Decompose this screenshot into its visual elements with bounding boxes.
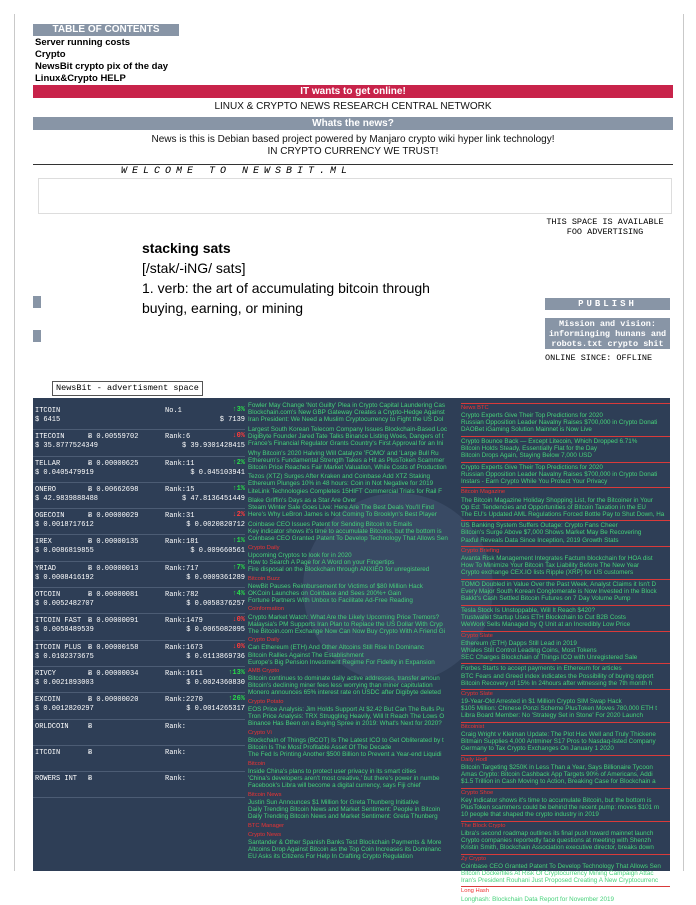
news-source: Crypto Slate [461,632,493,639]
news-block [248,761,458,789]
news-headline-link[interactable]: SEC Charges Blockchain of Things ICO with Unregistered Sale [461,653,638,661]
coin-btc-price: Ƀ 0.00000625 [88,459,139,468]
news-headline-link[interactable]: Bitcoin Targeting $250K in Less Than a Year, Says Billionaire Tycoon [461,764,653,772]
coin-rank: No.1 [165,407,182,415]
news-headline-link[interactable]: 19-Year-Old Arrested in $1 Million Crypto SIM Swap Hack [461,698,622,706]
news-block [461,821,670,851]
news-headline-link[interactable]: Bitcoin Is The Most Profitable Asset Of The Decade [248,744,392,752]
coin-usd-price: $ 0.0113869736 [186,652,245,661]
news-block [461,436,670,459]
news-divider [461,579,670,580]
news-headline-link[interactable]: LiteLink Technologies Completes 15HIFT Commercial Trials for Rail F [248,487,442,495]
coin-change: ↑7% [232,563,245,572]
news-headline-link[interactable]: Longhash: Blockchain Data Report for November 2019 [461,895,614,903]
news-headline-link[interactable]: The Bitcoin Magazine Holiday Shopping List, for the Bitcoiner in Your [461,496,653,504]
news-headline-link[interactable]: Amas Crypto: Bitcoin Cashback App Targets 90% of Americans, Addi [461,771,653,779]
news-headline-link[interactable]: Tron Price Analysis: TRX Struggling Heavily, Will It Reach The Lows O [248,713,445,721]
coin-btc-price: Ƀ 0.00000081 [88,591,139,600]
news-headline-link[interactable]: Tezos (XTZ) Surges After Kraken and Coinbase Add XTZ Staking [248,473,430,481]
news-headline-link[interactable]: Crypto Bounce Back — Except Litecoin, Which Dropped 6.71% [461,437,638,445]
coin-rank: Rank:11 [165,459,195,468]
coin-change: ↑2% [232,458,245,467]
news-headline-link[interactable]: Bitcoin's declining miner fees less worrying than miner capitulation [248,682,433,690]
news-headline-link[interactable]: TOMO Doubled in Value Over the Past Week, Analyst Claims it Isn't D [461,580,657,588]
news-headline-link[interactable]: Santander & Other Spanish Banks Test Blockchain Payments & More [248,839,442,847]
news-divider [461,689,670,690]
coin-row[interactable] [33,562,245,588]
news-headline-link[interactable]: Russian Opposition Leader Navalny Raises $700,000 in Crypto Donati [461,470,658,478]
coin-btc-price: Ƀ 0.00000091 [88,617,139,626]
news-headline-link[interactable]: Coinbase CEO Issues Patent for Sending Bitcoin to Emails [248,520,413,528]
page-right-border [683,14,684,871]
coin-btc-price: Ƀ [88,748,93,757]
news-block [461,403,670,433]
coin-btc-price: Ƀ 0.00000135 [88,538,139,547]
news-headline-link[interactable]: Bitcoin Holds Steady, Essentially Flat for the Day [461,444,598,452]
news-headline-link[interactable]: Inside China's plans to protect user privacy in its smart cities [248,767,417,775]
news-headline-link[interactable]: Trustwallet Startup Uses ETH Blockchain to Cut B2B Costs [461,613,626,621]
news-headline-link[interactable]: OKCoin Launches on Coinbase and Sees 200%+ Gain [248,589,402,597]
news-headline-link[interactable]: PlusToken scammers could be behind the recent pump: moves $101 m [461,804,660,811]
news-source: Daily Hodl [461,756,488,763]
news-block [248,730,458,758]
coin-btc-price: Ƀ 0.00000013 [88,564,139,573]
news-headline-link[interactable]: Crypto Experts Give Their Top Predictions for 2020 [461,412,603,420]
news-headline-link[interactable]: Bitcoin continues to dominate daily active addresses, transfer amoun [248,675,440,683]
news-source: Crypto Shoe [461,789,494,796]
news-headline-link[interactable]: Crypto Experts Give Their Top Predictions for 2020 [461,463,603,471]
coin-row[interactable] [33,588,245,614]
news-source: The Block Crypto [461,822,506,829]
toc-links [35,37,168,85]
news-headline-link[interactable]: 10 people that shaped the crypto industry in 2019 [461,811,599,819]
news-headline-link[interactable]: Bitcoin Drops Again, Staying Below 7,000 USD [461,452,592,460]
news-headline-link[interactable]: $105 Million: Chinese Ponzi Scheme PlusToken Moves 780,000 ETH t [461,705,658,713]
news-source: Crypto News [248,832,282,839]
news-headline-link[interactable]: Can Ethereum (ETH) And Other Altcoins Still Rise In Dominanc [248,644,425,652]
news-source: Bitcoin Magazine [461,489,506,496]
advertisment-label: NewsBit - advertisment space [52,381,203,396]
news-headline-link[interactable]: Bakkt's Cash Settled Bitcoin Futures on 7 Day Volume Pump [461,595,631,603]
coin-rank: Rank:717 [165,564,199,573]
coin-btc-price: Ƀ 0.00000029 [88,512,139,521]
coin-row[interactable] [33,535,245,561]
news-headline-link[interactable]: Coinbase CEO Granted Patent To Develop Technology That Allows Sen [248,535,448,543]
coin-name: ORLDCOIN [35,722,69,731]
coin-change: ↑13% [228,668,245,677]
news-source: Bitcoin News [248,791,282,798]
coin-price: $ 0.0086819855 [35,547,94,556]
news-headline-link[interactable]: How to Search A Page for A Word on your Fingertips [248,558,395,566]
coin-btc-price: Ƀ 0.00000034 [88,669,139,678]
news-headline-link[interactable]: Bitmain Supplies 4,000 Antminer S17 Pros to Nasdaq-listed Company [461,738,656,746]
coin-price: $ 0.0405479919 [35,468,94,477]
coin-rank: Rank: [165,775,187,784]
news-headline-link[interactable]: Craig Wright v Kleiman Update: The Plot Has Well and Truly Thickene [461,731,656,739]
news-headline-link[interactable]: Daily Trending Bitcoin News and Market Sentiment: Greta Thunberg [248,812,438,820]
news-headline-link[interactable]: WeWork Sells Managed by Q Unit at an Incredibly Low Price [461,620,631,628]
news-headline-link[interactable]: Steam Winter Sale Goes Live: Here Are The Best Deals You'll Find [248,504,434,512]
news-source: Bitcoinist [461,724,485,731]
news-feed-left [248,402,458,863]
news-divider [461,821,670,822]
coin-price: $ 6415 [35,416,61,424]
coin-price: $ 0.0058489539 [35,626,94,635]
news-headline-link[interactable]: Bitcoin Recovery of 15% In 24hours after witnessing the 7th month h [461,679,653,687]
coin-btc-price: Ƀ 0.00000020 [88,696,139,705]
news-headline-link[interactable]: Crypto Market Watch: What Are the Likely Upcoming Price Tremors? [248,613,440,621]
publish-button[interactable]: PUBLISH [545,298,670,310]
news-headline-link[interactable]: Ethereum (ETH) Dapps Still Lead in 2019 [461,639,577,647]
coin-rank: Rank: [165,722,187,731]
news-headline-link[interactable]: How To Minimize Your Bitcoin Tax Liability Before The New Year [461,562,640,570]
news-block [461,788,670,818]
news-headline-link[interactable]: Blockchain.com's New GBP Gateway Creates a Crypto-Hedge Against [248,409,445,417]
coin-price: $ 0.0018717612 [35,521,94,530]
news-headline-link[interactable]: EU Asks its Citizens For Help In Crafting Crypto Regulation [248,853,413,861]
toc-link-help[interactable]: Linux&Crypto HELP [35,73,126,84]
side-marker-2 [33,330,41,342]
coin-btc-price: Ƀ [88,775,93,784]
coin-change: ↑26% [228,695,245,704]
news-headline-link[interactable]: Altcoins Drop Against Bitcoin as the Top Coin Increases its Dominanc [248,846,442,854]
coin-name: RIVCY [35,669,57,678]
coin-change: ↓0% [232,616,245,625]
news-headline-link[interactable]: Ethereum Plunges 10% in 48 hours: Coin in Not Negative for 2019 [248,480,434,488]
news-block [461,462,670,485]
coin-row[interactable] [33,509,245,535]
news-block [248,576,458,604]
coin-name: ITCOIN PLUS [35,643,82,652]
news-block [248,832,458,860]
news-block [461,722,670,752]
coin-rank: Rank:1611 [165,669,203,678]
coin-rank: Rank:31 [165,512,195,521]
welcome-marquee: WELCOME TO NEWSBIT.ML [33,164,673,178]
news-headline-link[interactable]: Facebook's Libra will become a digital currency, says Fiji chief [248,782,421,790]
news-source: Crypto Daily [248,637,280,644]
definition-title: stacking sats [142,240,231,256]
news-block [461,520,670,543]
toc-link-crypto[interactable]: Crypto [35,49,66,60]
coin-ticker-list [33,404,245,798]
news-headline-link[interactable]: Malaysia's PM Supports Iran Plan to Replace the US Dollar With Cryp [248,620,443,628]
news-divider [461,755,670,756]
news-feed-right [461,402,670,905]
news-headline-link[interactable]: Bitcoin Price Reaches Fair Market Valuation, While Costs of Production [248,463,447,471]
coin-rank: Rank:1479 [165,617,203,626]
news-headline-link[interactable]: Bitcoin's Surge Above $7,000 Shows Market May Be Recovering [461,529,642,537]
coin-change: ↑4% [232,590,245,599]
news-headline-link[interactable]: Why Bitcoin's 2020 Halving Will Catalyze 'FOMO' and 'Large Bull Ru [248,449,439,457]
coin-row[interactable] [33,693,245,719]
news-divider [461,886,670,887]
news-headline-link[interactable]: The Fed Is Printing Another $500 Billion to Prevent a Year-end Liquidi [248,751,442,759]
news-headline-link[interactable]: Kristin Smith, Blockchain Association executive director, breaks down [461,843,654,851]
news-source: Crypto Daily [248,544,280,551]
news-headline-link[interactable]: Libra's second roadmap outlines its final push toward mainnet launch [461,829,654,837]
news-block [248,637,458,665]
coin-name: YRIAD [35,564,57,573]
coin-usd-price: $ 7139 [219,416,245,424]
news-divider [461,487,670,488]
news-divider [461,631,670,632]
coin-price: $ 0.0008416192 [35,573,94,582]
news-block [461,546,670,576]
coin-rank: Rank:1673 [165,643,203,652]
top-ad-box [38,178,672,214]
coin-usd-price: $ 0.0020820712 [186,521,245,530]
news-source: News BTC [461,405,489,411]
news-headline-link[interactable]: Justin Sun Announces $1 Million for Greta Thunberg Initiative [248,798,419,806]
coin-name: ONERO [35,485,57,494]
coin-change: ↓0% [232,432,245,441]
news-headline-link[interactable]: The Bitcoin.com Exchange Now Can Now Buy Crypto With A Friend Gi [248,627,446,635]
news-headline-link[interactable]: DAOBet iGaming Solution Mainnet is Now Live [461,426,592,434]
news-headline-link[interactable]: DigiByte Founder Jared Tate Talks Binance Listing Woes, Dangers of t [248,432,444,440]
news-headline-link[interactable]: Daily Trending Bitcoin News and Market Sentiment: People in Bitcoin [248,805,441,813]
project-description: News is this is Debian based project powered by Manjaro crypto wiki hyper link technology! [151,134,555,145]
news-headline-link[interactable]: Whales Still Control Leading Coins, Most Tokens [461,646,597,654]
ad-space-notice: THIS SPACE IS AVAILABLE FOO ADVERTISING [546,217,664,237]
coin-row[interactable] [33,641,245,667]
toc-link-server-costs[interactable]: Server running costs [35,37,131,48]
news-divider [461,788,670,789]
coin-change: ↓0% [232,642,245,651]
motto: IN CRYPTO CURRENCY WE TRUST! [267,146,439,157]
news-headline-link[interactable]: BTC Fears and Greed index indicates the Possibility of buying opport [461,672,654,680]
coin-name: OTCOIN [35,591,61,600]
news-headline-link[interactable]: Blockchain of Things (BCOT) Is The Latest ICO to Get Obliterated by t [248,737,444,745]
coin-price: $ 0.0021893003 [35,678,94,687]
news-headline-link[interactable]: US Banking System Suffers Outage: Crypto Fans Cheer [461,522,618,530]
news-headline-link[interactable]: The EU's Updated AML Regulations Forced Bottle Pay to Shut Down, Ha [461,510,665,518]
coin-usd-price: $ 0.0009361289 [186,573,245,582]
coin-usd-price: $ 0.0014265317 [186,705,245,714]
news-divider [461,722,670,723]
news-headline-link[interactable]: Blake Griffin's Days as a Star Are Over [248,497,357,505]
news-headline-link[interactable]: NewBit Pauses Reimbursement for Victims of $80 Million Hack [248,582,423,590]
news-headline-link[interactable]: Instars - Earn Crypto While You Protect Your Privacy [461,477,608,485]
coin-row[interactable] [33,404,245,430]
side-marker-1 [33,296,41,308]
news-headline-link[interactable]: Key indicator shows it's time to accumulate Bitcoins, but the bottom is [248,528,442,535]
whats-news-header: Whats the news? [33,117,673,130]
news-headline-link[interactable]: Fortune Partners With Unbox to Facilitate Ad-Free Reading [248,596,413,604]
coin-name: TELLAR [35,459,61,468]
news-divider [461,663,670,664]
news-headline-link[interactable]: Bitcoin Rallies Against The Establishment [248,651,364,659]
news-headline-link[interactable]: 'China's developers aren't most creative,' but there's power in numbe [248,775,440,782]
news-headline-link[interactable]: Paxful Reveals Data Since Inception, 2019 Growth Stats [461,536,619,544]
news-headline-link[interactable]: Avanta Risk Management Integrates Factum blockchain for HOA dist [461,555,653,563]
news-source: BTC Manager [248,822,285,829]
news-source: Zy Crypto [461,855,487,862]
news-headline-link[interactable]: EOS Price Analysis: Jim Holds Support At $2.42 But Can The Bulls Pu [248,706,444,714]
news-block [248,606,458,634]
coin-usd-price: $ 0.0065082095 [186,626,245,635]
coin-change: ↑3% [232,406,245,414]
news-headline-link[interactable]: Bitcoin Dockerfiles At Risk Of Cryptocurrency Mining Campaign Attac [461,869,654,877]
definition-line-2: buying, earning, or mining [142,300,304,316]
news-block [461,579,670,602]
coin-name: ITCOIN FAST [35,617,82,626]
news-block [248,545,458,573]
news-headline-link[interactable]: Ethereum's Fundamental Strength Takes a Hit as PlusToken Scammer [248,456,445,464]
news-block [461,605,670,628]
news-source: Bitcoin Buzz [248,575,280,582]
coin-usd-price: $ 0.0024360830 [186,678,245,687]
news-headline-link[interactable]: Fowler May Change 'Not Guilty' Plea in Crypto Capital Laundering Cas [248,402,446,409]
news-block [461,631,670,661]
news-headline-link[interactable]: Tesla Stock Is Unstoppable, Will It Reach $420? [461,606,596,614]
news-source: Coinformation [248,606,285,613]
news-headline-link[interactable]: Crypto companies reportedly face questions at meeting with Shenzh [461,836,652,844]
news-divider [461,403,670,404]
news-block [461,663,670,686]
toc-header: TABLE OF CONTENTS [33,24,179,36]
news-block [248,521,458,542]
news-block [461,886,670,902]
news-headline-link[interactable]: $1.5 Trillion in Cash Moving to Action, Breaking Case for Blockchain a [461,778,656,786]
page-left-border [14,14,15,871]
news-block [248,497,458,518]
coin-usd-price: $ 39.9301428415 [181,442,245,451]
coin-name: ROWERS INT [35,775,78,784]
coin-rank: Rank:2270 [165,696,203,705]
coin-price: $ 0.0102373675 [35,652,94,661]
news-block [461,487,670,517]
coin-rank: Rank:181 [165,538,199,547]
news-headline-link[interactable]: Europe's Big Pension Investment Regime For Fidelity in Expansion [248,658,435,666]
news-block [248,426,458,447]
coin-row[interactable] [33,614,245,640]
news-headline-link[interactable]: Here's Why LeBron James is Not Coming To Brooklyn's Best Player [248,511,437,519]
coin-usd-price: $ 0.0058376257 [186,600,245,609]
news-source: AMB Crypto [248,668,280,675]
news-source: Crypto Vi [248,729,272,736]
coin-row[interactable] [33,720,245,746]
news-headline-link[interactable]: Monero announces 65% interest rate on USDC after Digibyte deleted [248,689,441,697]
network-title: LINUX & CRYPTO NEWS RESEARCH CENTRAL NETWORK [214,101,492,112]
news-block [248,792,458,820]
news-headline-link[interactable]: Iran's President Rouhani Just Proposed Creating A New Cryptocurrenc [461,876,659,884]
coin-name: ITECOIN [35,433,65,442]
coin-row[interactable] [33,667,245,693]
coin-usd-price: $ 47.8136451449 [181,494,245,503]
coin-rank: Rank:6 [165,433,191,442]
news-headline-link[interactable]: Libra Board Member: No 'Strategy Set in Stone' For 2020 Launch [461,712,643,720]
news-block [461,755,670,785]
news-divider [461,520,670,521]
definition-line-1: 1. verb: the art of accumulating bitcoin through [142,280,430,296]
news-block [461,689,670,719]
coin-price: $ 0.0012820297 [35,705,94,714]
news-headline-link[interactable]: Fire disposal on the Blockchain through ANXIEO for unregistered [248,565,430,573]
news-headline-link[interactable]: Binance Has Been on a Buying Spree in 2019: What's Next for 2020? [248,720,442,728]
mission-box: Mission and vision: informinging hunans and robots.txt crypto shit [545,318,670,349]
news-block [248,823,458,830]
coin-price: $ 35.8777524349 [35,442,99,451]
news-headline-link[interactable]: Germany to Tax Crypto Exchanges On January 1 2020 [461,745,614,753]
news-divider [461,605,670,606]
news-headline-link[interactable]: Largest South Korean Telecom Company Issues Blockchain-Based Loc [248,425,448,433]
news-divider [461,462,670,463]
news-headline-link[interactable]: Crypto exchange CEX.IO lists Ripple (XRP) for US customers [461,569,634,577]
coin-name: ITCOIN [35,407,61,415]
definition-block [142,238,430,318]
toc-link-pix-of-day[interactable]: NewsBit crypto pix of the day [35,61,169,72]
crypto-dashboard [33,398,670,903]
coin-btc-price: Ƀ 0.00000158 [88,643,139,652]
coin-btc-price: Ƀ 0.00559702 [88,433,139,442]
coin-btc-price: Ƀ [88,722,93,731]
coin-row[interactable] [33,457,245,483]
news-headline-link[interactable]: Forbes Starts to accept payments in Ethereum for articles [461,665,622,673]
news-source: Crypto Potato [248,699,284,706]
coin-name: EXCOIN [35,696,61,705]
coin-row[interactable] [33,746,245,772]
news-headline-link[interactable]: Key indicator shows it's time to accumulate Bitcoin, but the bottom is [461,796,652,804]
news-source: Crypto Briefing [461,548,500,555]
news-headline-link[interactable]: Op Ed: Tendencies and Opportunities of Bitcoin Taxation in the EU [461,503,646,511]
news-headline-link[interactable]: Russian Opposition Leader Navalny Raises $700,000 in Crypto Donati [461,419,658,427]
news-block [248,473,458,494]
news-divider [461,854,670,855]
news-headline-link[interactable]: France's Financial Regulator Grants Country's First Approval for an Ini [248,439,444,447]
coin-rank: Rank: [165,748,187,757]
news-headline-link[interactable]: Coinbase CEO Granted Patent To Develop Technology That Allows Sen [461,862,661,870]
coin-row[interactable] [33,772,245,798]
coin-price: $ 42.9839888488 [35,494,99,503]
online-since: ONLINE SINCE: OFFLINE [545,353,653,363]
coin-btc-price: Ƀ 0.00662698 [88,485,139,494]
news-source: Long Hash [461,888,490,895]
news-headline-link[interactable]: Upcoming Cryptos to look for in 2020 [248,551,352,559]
news-block [248,668,458,696]
coin-price: $ 0.0052482707 [35,600,94,609]
news-headline-link[interactable]: Iran President: We Need a Muslim Cryptocurrency to Fight the US Dol [248,416,444,424]
news-headline-link[interactable]: Every Major South Korean Conglomerate is Now Invested in the Block [461,588,657,596]
news-block [461,854,670,884]
coin-name: IREX [35,538,52,547]
coin-row[interactable] [33,430,245,456]
news-block [248,402,458,423]
coin-rank: Rank:782 [165,591,199,600]
coin-name: OGECOIN [35,512,65,521]
coin-usd-price: $ 0.009660561 [190,547,245,556]
coin-change: ↓2% [232,511,245,520]
news-block [248,450,458,471]
coin-name: ITCOIN [35,748,61,757]
coin-row[interactable] [33,483,245,509]
coin-change: ↑1% [232,484,245,493]
news-source: Crypto Slate [461,691,493,698]
coin-change: ↑1% [232,537,245,546]
news-block [248,699,458,727]
online-banner: IT wants to get online! [33,85,673,98]
coin-usd-price: $ 0.045103941 [190,468,245,477]
news-divider [461,546,670,547]
definition-phonetic: [/stak/-iNG/ sats] [142,260,246,276]
news-source: Bitcoin [248,760,266,767]
news-divider [461,436,670,437]
coin-rank: Rank:15 [165,485,195,494]
